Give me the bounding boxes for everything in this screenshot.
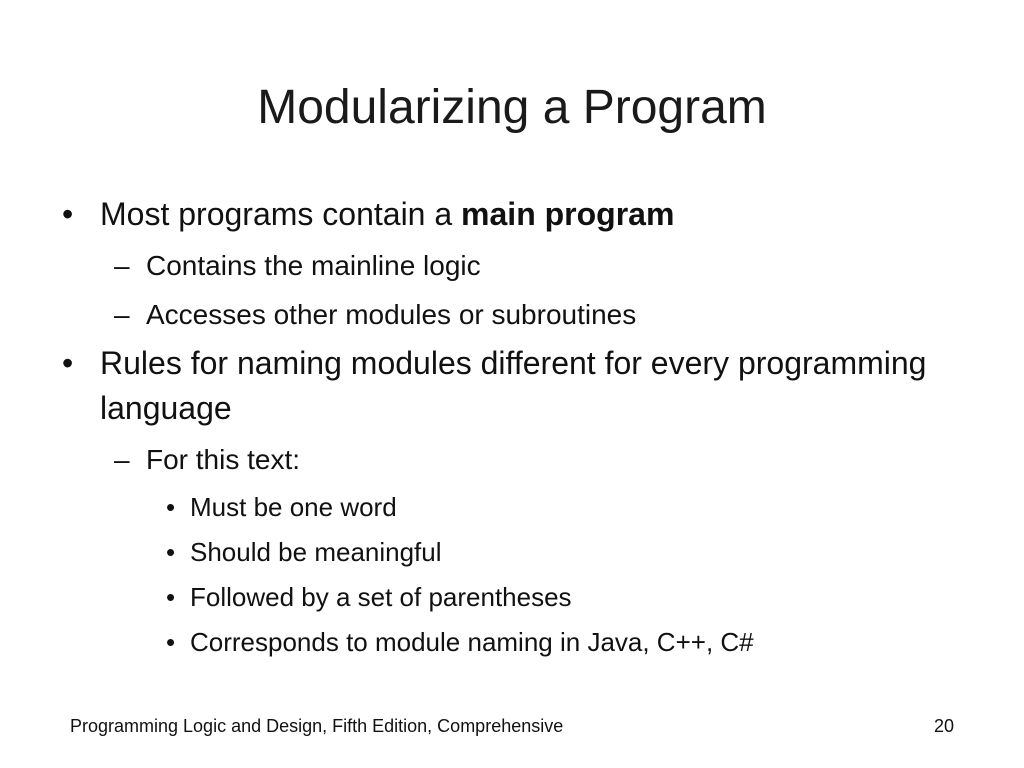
sub-bullet-accesses-modules xyxy=(62,295,942,335)
sub-bullet-text: Contains the mainline logic xyxy=(146,250,481,281)
bullet-main-program xyxy=(62,192,942,237)
bullet-naming-rules xyxy=(62,341,942,431)
sub-bullet-for-this-text xyxy=(62,440,942,480)
bullet-icon: • xyxy=(166,627,176,657)
bullet-icon: • xyxy=(166,537,176,567)
bullet-text: Most programs contain a xyxy=(100,196,462,232)
sub-sub-bullet-text: Must be one word xyxy=(190,492,397,522)
dash-icon: – xyxy=(114,250,130,281)
sub-sub-bullet-java-cpp-csharp xyxy=(62,625,942,660)
bullet-icon: • xyxy=(166,492,176,522)
sub-sub-bullet-meaningful xyxy=(62,535,942,570)
sub-sub-bullet-parentheses xyxy=(62,580,942,615)
sub-sub-bullet-text: Should be meaningful xyxy=(190,537,442,567)
bullet-icon: • xyxy=(62,345,74,381)
sub-bullet-mainline-logic xyxy=(62,246,942,286)
sub-bullet-text: Accesses other modules or subroutines xyxy=(146,299,637,330)
slide-content xyxy=(62,186,942,660)
bullet-bold-text: main program xyxy=(461,196,675,232)
dash-icon: – xyxy=(114,444,130,475)
sub-bullet-text: For this text: xyxy=(146,444,301,475)
sub-sub-bullet-text: Corresponds to module naming in Java, C++, C# xyxy=(190,627,754,657)
slide-title: Modularizing a Program xyxy=(257,81,767,134)
dash-icon: – xyxy=(114,299,130,330)
sub-sub-bullet-text: Followed by a set of parentheses xyxy=(190,582,572,612)
footer-book-title: Programming Logic and Design, Fifth Edition, Comprehensive xyxy=(70,716,564,736)
sub-sub-bullet-one-word xyxy=(62,490,942,525)
bullet-icon: • xyxy=(166,582,176,612)
bullet-text: Rules for naming modules different for every programming language xyxy=(100,345,927,426)
footer-page-number: 20 xyxy=(933,716,954,736)
bullet-icon: • xyxy=(62,196,74,232)
